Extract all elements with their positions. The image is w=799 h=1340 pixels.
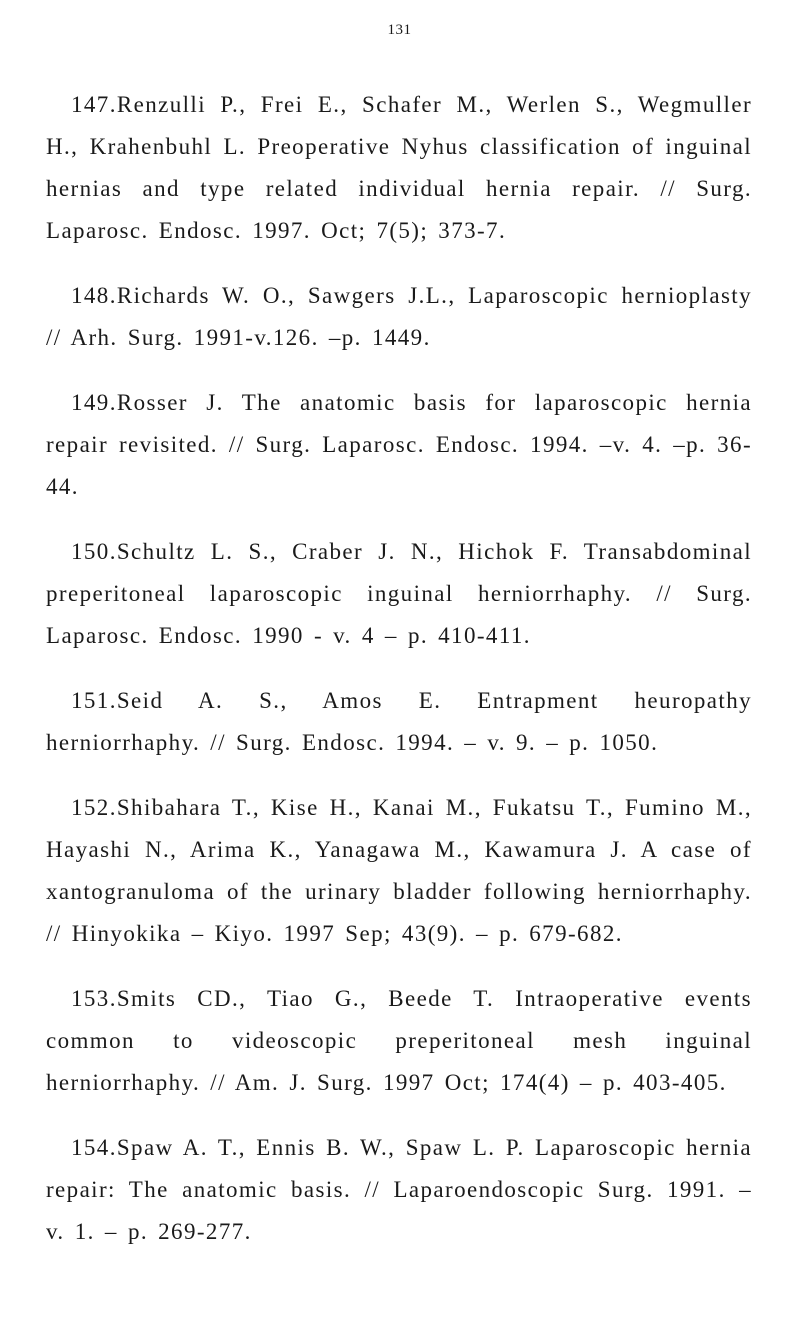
reference-148: 148.Richards W. O., Sawgers J.L., Laparoscopic hernioplasty // Arh. Surg. 1991-v.126. –p. 1449.: [46, 283, 752, 350]
reference-147: 147.Renzulli P., Frei E., Schafer M., Werlen S., Wegmuller H., Krahenbuhl L. Preoperative Nyhus classification of inguinal hernias and type related individual hernia repair. // Surg. Laparosc. Endosc. 1997. Oct; 7(5); 373-7.: [46, 92, 752, 243]
reference-150: 150.Schultz L. S., Craber J. N., Hichok F. Transabdominal preperitoneal laparoscopic inguinal herniorrhaphy. // Surg. Laparosc. Endosc. 1990 - v. 4 – p. 410-411.: [46, 539, 752, 648]
reference-149: 149.Rosser J. The anatomic basis for laparoscopic hernia repair revisited. // Surg. Laparosc. Endosc. 1994. –v. 4. –p. 36-44.: [46, 390, 752, 499]
reference-154: 154.Spaw A. T., Ennis B. W., Spaw L. P. Laparoscopic hernia repair: The anatomic basis. // Laparoendoscopic Surg. 1991. – v. 1. – p. 269-277.: [46, 1135, 752, 1244]
reference-151: 151.Seid A. S., Amos E. Entrapment heuropathy herniorrhaphy. // Surg. Endosc. 1994. – v. 9. – p. 1050.: [46, 688, 752, 755]
reference-152: 152.Shibahara T., Kise H., Kanai M., Fukatsu T., Fumino M., Hayashi N., Arima K., Yanagawa M., Kawamura J. A case of xantogranuloma of the urinary bladder following herniorrhaphy. // Hinyokika – Kiyo. 1997 Sep; 43(9). – p. 679-682.: [46, 795, 752, 946]
page-number: 131: [387, 22, 412, 38]
reference-list: [46, 84, 752, 1253]
reference-153: 153.Smits CD., Tiao G., Beede T. Intraoperative events common to videoscopic preperitoneal mesh inguinal herniorrhaphy. // Am. J. Surg. 1997 Oct; 174(4) – p. 403-405.: [46, 986, 752, 1095]
